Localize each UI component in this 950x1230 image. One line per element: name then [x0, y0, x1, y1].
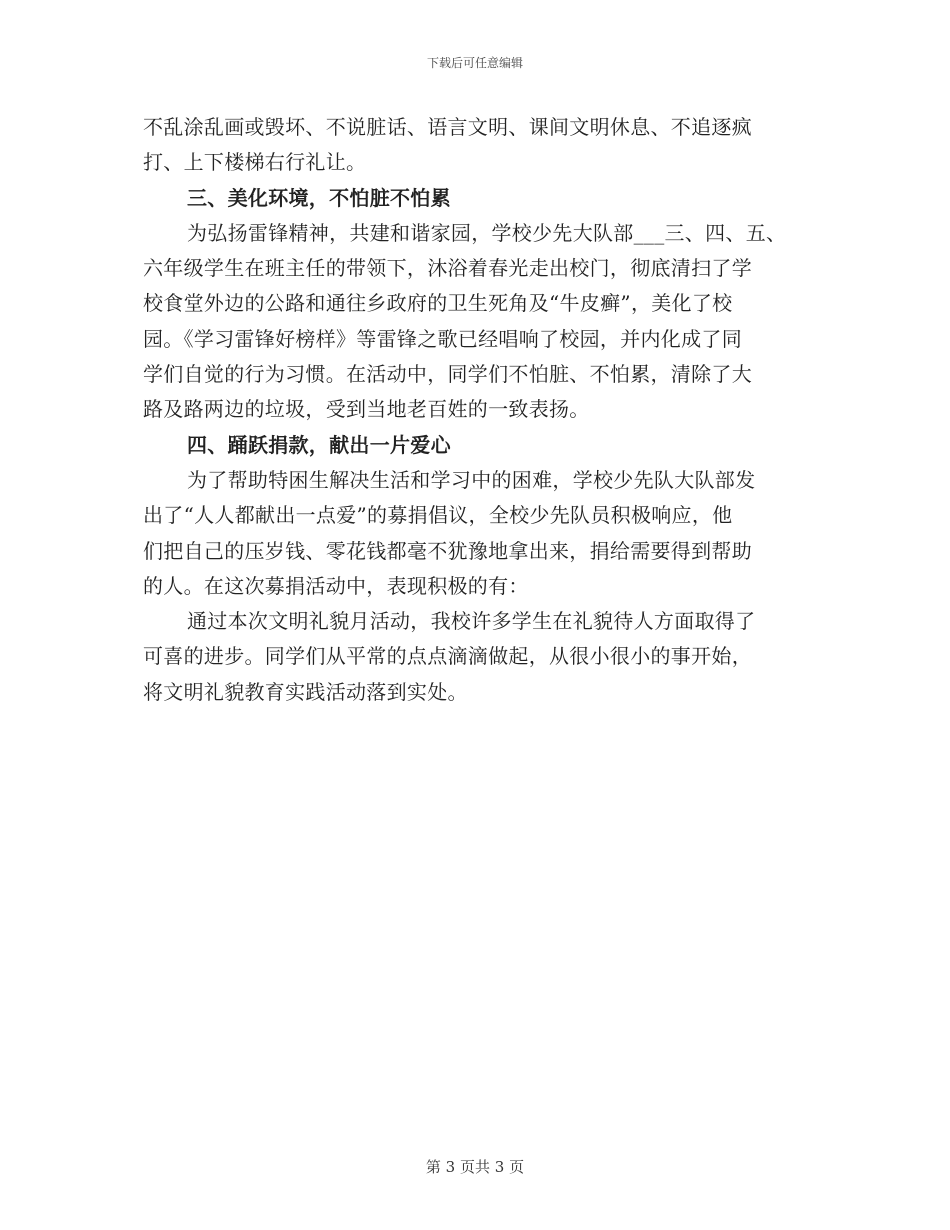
paragraph-line: 出了“人人都献出一点爱”的募捐倡议，全校少先队员积极响应，他	[143, 503, 733, 528]
paragraph-line: 为弘扬雷锋精神，共建和谐家园，学校少先大队部___三、四、五、	[187, 220, 787, 245]
paragraph-line: 校食堂外边的公路和通往乡政府的卫生死角及“牛皮癣”，美化了校	[143, 291, 733, 316]
paragraph-line: 通过本次文明礼貌月活动，我校许多学生在礼貌待人方面取得了	[187, 609, 756, 634]
paragraph-line: 将文明礼貌教育实践活动落到实处。	[143, 679, 468, 704]
paragraph-line: 六年级学生在班主任的带领下，沐浴着春光走出校门，彻底清扫了学	[143, 256, 752, 281]
paragraph-line: 的人。在这次募捐活动中，表现积极的有：	[143, 573, 529, 598]
page-footer: 第 3 页共 3 页	[425, 1158, 525, 1176]
paragraph-line: 打、上下楼梯右行礼让。	[143, 150, 367, 175]
paragraph-line: 路及路两边的垃圾，受到当地老百姓的一致表扬。	[143, 397, 590, 422]
paragraph-line: 园。《学习雷锋好榜样》等雷锋之歌已经唱响了校园，并内化成了同	[143, 326, 742, 351]
section-heading: 四、踊跃捐款，献出一片爱心	[187, 432, 451, 457]
paragraph-line: 为了帮助特困生解决生活和学习中的困难，学校少先队大队部发	[187, 467, 756, 492]
paragraph-line: 不乱涂乱画或毁坏、不说脏话、语言文明、课间文明休息、不追逐疯	[143, 115, 752, 139]
section-heading: 三、美化环境，不怕脏不怕累	[187, 185, 451, 210]
paragraph-line: 们把自己的压岁钱、零花钱都毫不犹豫地拿出来，捐给需要得到帮助	[143, 538, 752, 563]
paragraph-line: 可喜的进步。同学们从平常的点点滴滴做起，从很小很小的事开始，	[143, 644, 752, 669]
paragraph-line: 学们自觉的行为习惯。在活动中，同学们不怕脏、不怕累，清除了大	[143, 362, 752, 387]
document-body	[143, 110, 813, 710]
page-header: 下载后可任意编辑	[426, 56, 523, 70]
